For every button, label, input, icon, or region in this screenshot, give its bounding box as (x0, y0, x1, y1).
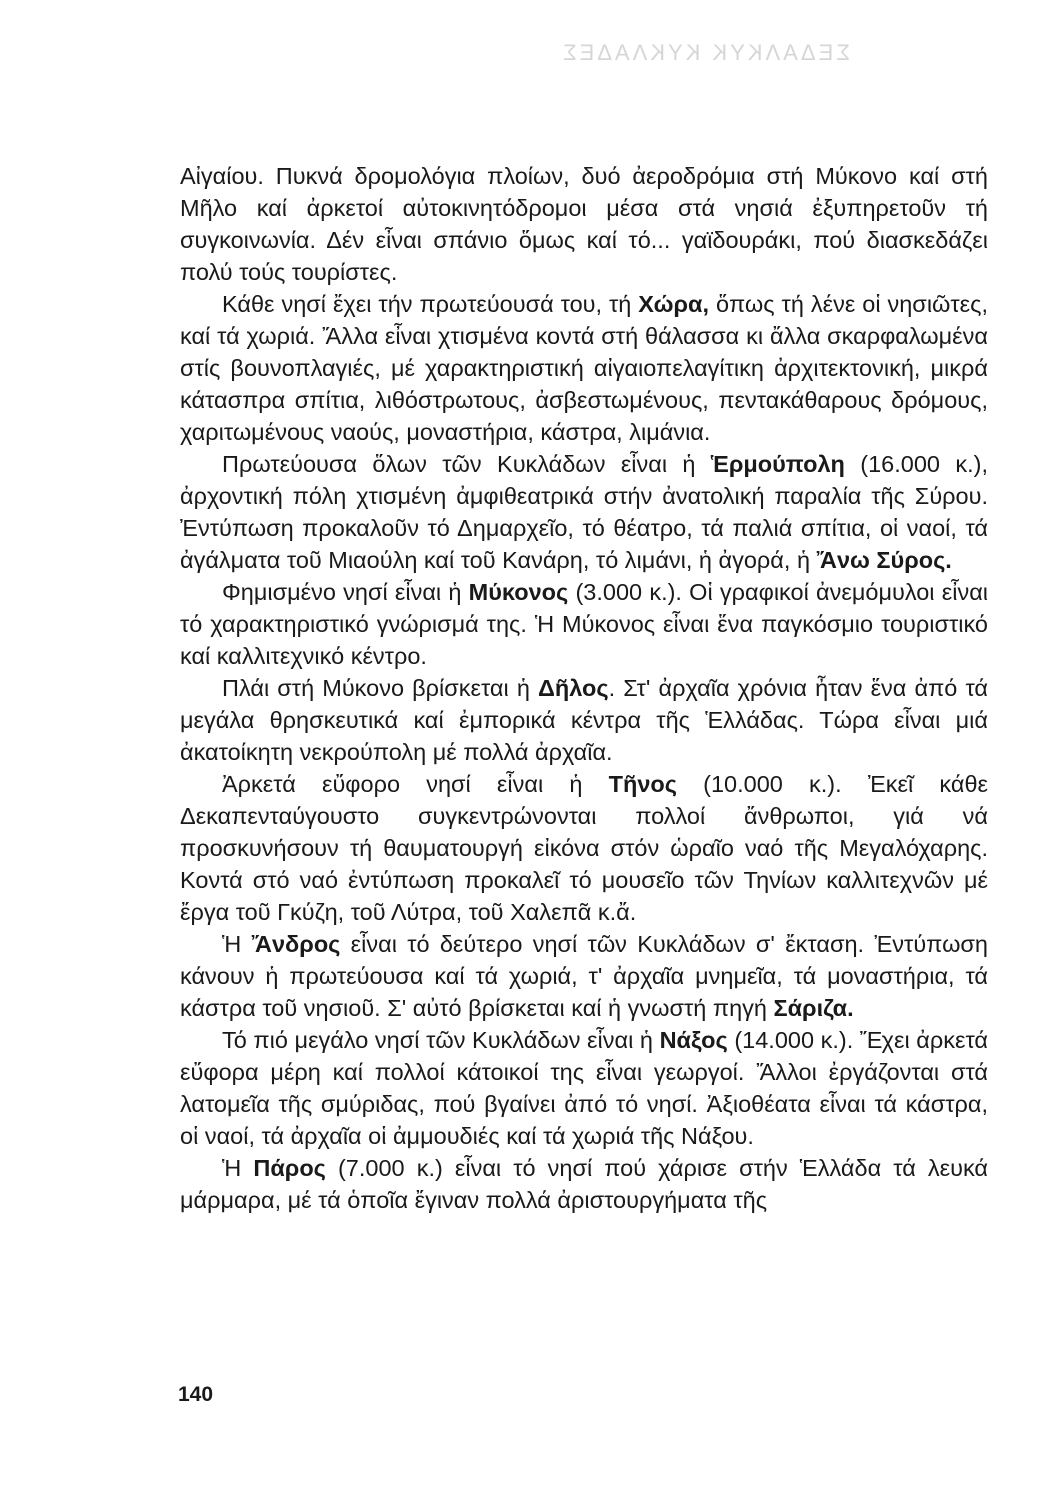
page-number: 140 (178, 1383, 214, 1406)
highlighted-term: Χώρα, (638, 291, 710, 317)
paragraph-mykonos (180, 576, 988, 672)
text-run: (10.000 κ.). Ἐκεῖ κάθε Δεκαπενταύγουστο συγκεντρώνονται πολλοί ἄνθρωποι, γιά νά προσκυνήσουν τή θαυματουργή εἰκόνα στόν ὡραῖο ναό τῆς Μεγαλόχαρης. Κοντά στό ναό ἐντύπωση προκαλεῖ τό μουσεῖο τῶν Τηνίων καλλιτεχνῶν μέ ἔργα τοῦ Γκύζη, τοῦ Λύτρα, τοῦ Χαλεπᾶ κ.ἄ. (180, 771, 988, 925)
text-run: εἶναι τό δεύτερο νησί τῶν Κυκλάδων σ' ἔκταση. Ἐντύπωση κάνουν ἡ πρωτεύουσα καί τά χωριά, τ' ἀρχαῖα μνημεῖα, τά μοναστήρια, τά κάστρα τοῦ νησιοῦ. Σ' αὐτό βρίσκεται καί ἡ γνωστή πηγή (180, 931, 988, 1021)
text-run: (16.000 κ.), ἀρχοντική πόλη χτισμένη ἀμφιθεατρικά στήν ἀνατολική παραλία τῆς Σύρου. Ἐντύπωση προκαλοῦν τό Δημαρχεῖο, τό θέατρο, τά παλιά σπίτια, οἱ ναοί, τά ἀγάλματα τοῦ Μιαούλη καί τοῦ Κανάρη, τό λιμάνι, ἡ ἀγορά, ἡ (180, 451, 988, 573)
text-run: Φημισμένο νησί εἶναι ἡ (222, 579, 469, 605)
text-run: Αἰγαίου. Πυκνά δρομολόγια πλοίων, δυό ἀεροδρόμια στή Μύκονο καί στή Μῆλο καί ἀρκετοί αὐτοκινητόδρομοι μέσα στά νησιά ἐξυπηρετοῦν τή συγκοινωνία. Δέν εἶναι σπάνιο ὅμως καί τό... γαϊδουράκι, πού διασκεδάζει πολύ τούς τουρίστες. (180, 163, 988, 285)
text-run: Πλάι στή Μύκονο βρίσκεται ἡ (222, 675, 538, 701)
paragraph-aigaiou (180, 160, 988, 288)
text-run: Ἡ (222, 1155, 254, 1181)
highlighted-term: Ἄνδρος (251, 931, 341, 957)
highlighted-term: Σάριζα. (773, 995, 854, 1021)
text-run: (3.000 κ.). Οἱ γραφικοί ἀνεμόμυλοι εἶναι τό χαρακτηριστικό γνώρισμά της. Ἡ Μύκονος εἶναι ἕνα παγκόσμιο τουριστικό καί καλλιτεχνικό κέντρο. (180, 579, 988, 669)
highlighted-term: Ἑρμούπολη (710, 451, 845, 477)
paragraph-andros (180, 928, 988, 1024)
bleed-through-heading: ΣΕΔΑΛΚΥΚ ΚΥΚΛΑΔΕΣ (560, 40, 850, 65)
text-run: Τό πιό μεγάλο νησί τῶν Κυκλάδων εἶναι ἡ (222, 1027, 660, 1053)
highlighted-term: Πάρος (253, 1155, 326, 1181)
text-run: . Στ' ἀρχαῖα χρόνια ἦταν ἕνα ἀπό τά μεγάλα θρησκευτικά καί ἐμπορικά κέντρα τῆς Ἑλλάδας. Τώρα εἶναι μιά ἀκατοίκητη νεκρούπολη μέ πολλά ἀρχαῖα. (180, 675, 988, 765)
text-run: Ἡ (222, 931, 252, 957)
paragraph-ermoupoli (180, 448, 988, 576)
text-run: Ἀρκετά εὔφορο νησί εἶναι ἡ (222, 771, 609, 797)
highlighted-term: Νάξος (659, 1027, 728, 1053)
paragraph-paros (180, 1152, 988, 1216)
highlighted-term: Δῆλος (538, 675, 609, 701)
text-run: (14.000 κ.). Ἔχει ἀρκετά εὔφορα μέρη καί πολλοί κάτοικοί της εἶναι γεωργοί. Ἄλλοι ἐργάζονται στά λατομεῖα τῆς σμύριδας, πού βγαίνει ἀπό τό νησί. Ἀξιοθέατα εἶναι τά κάστρα, οἱ ναοί, τά ἀρχαῖα οἱ ἀμμουδιές καί τά χωριά τῆς Νάξου. (180, 1027, 988, 1149)
highlighted-term: Ἄνω Σύρος. (816, 547, 952, 573)
text-run: Πρωτεύουσα ὅλων τῶν Κυκλάδων εἶναι ἡ (222, 451, 711, 477)
body-text (180, 160, 988, 1216)
paragraph-naxos (180, 1024, 988, 1152)
paragraph-delos (180, 672, 988, 768)
highlighted-term: Μύκονος (468, 579, 569, 605)
highlighted-term: Τῆνος (608, 771, 677, 797)
text-run: ὅπως τή λένε οἱ νησιῶτες, καί τά χωριά. Ἄλλα εἶναι χτισμένα κοντά στή θάλασσα κι ἄλλα σκαρφαλωμένα στίς βουνοπλαγιές, μέ χαρακτηριστική αἰγαιοπελαγίτικη ἀρχιτεκτονική, μικρά κάτασπρα σπίτια, λιθόστρωτους, ἀσβεστωμένους, πεντακάθαρους δρόμους, χαριτωμένους ναούς, μοναστήρια, κάστρα, λιμάνια. (180, 291, 988, 445)
paragraph-tinos (180, 768, 988, 928)
paragraph-chora (180, 288, 988, 448)
text-run: (7.000 κ.) εἶναι τό νησί πού χάρισε στήν Ἑλλάδα τά λευκά μάρμαρα, μέ τά ὁποῖα ἔγιναν πολλά ἀριστουργήματα τῆς (180, 1155, 988, 1213)
text-run: Κάθε νησί ἔχει τήν πρωτεύουσά του, τή (222, 291, 639, 317)
